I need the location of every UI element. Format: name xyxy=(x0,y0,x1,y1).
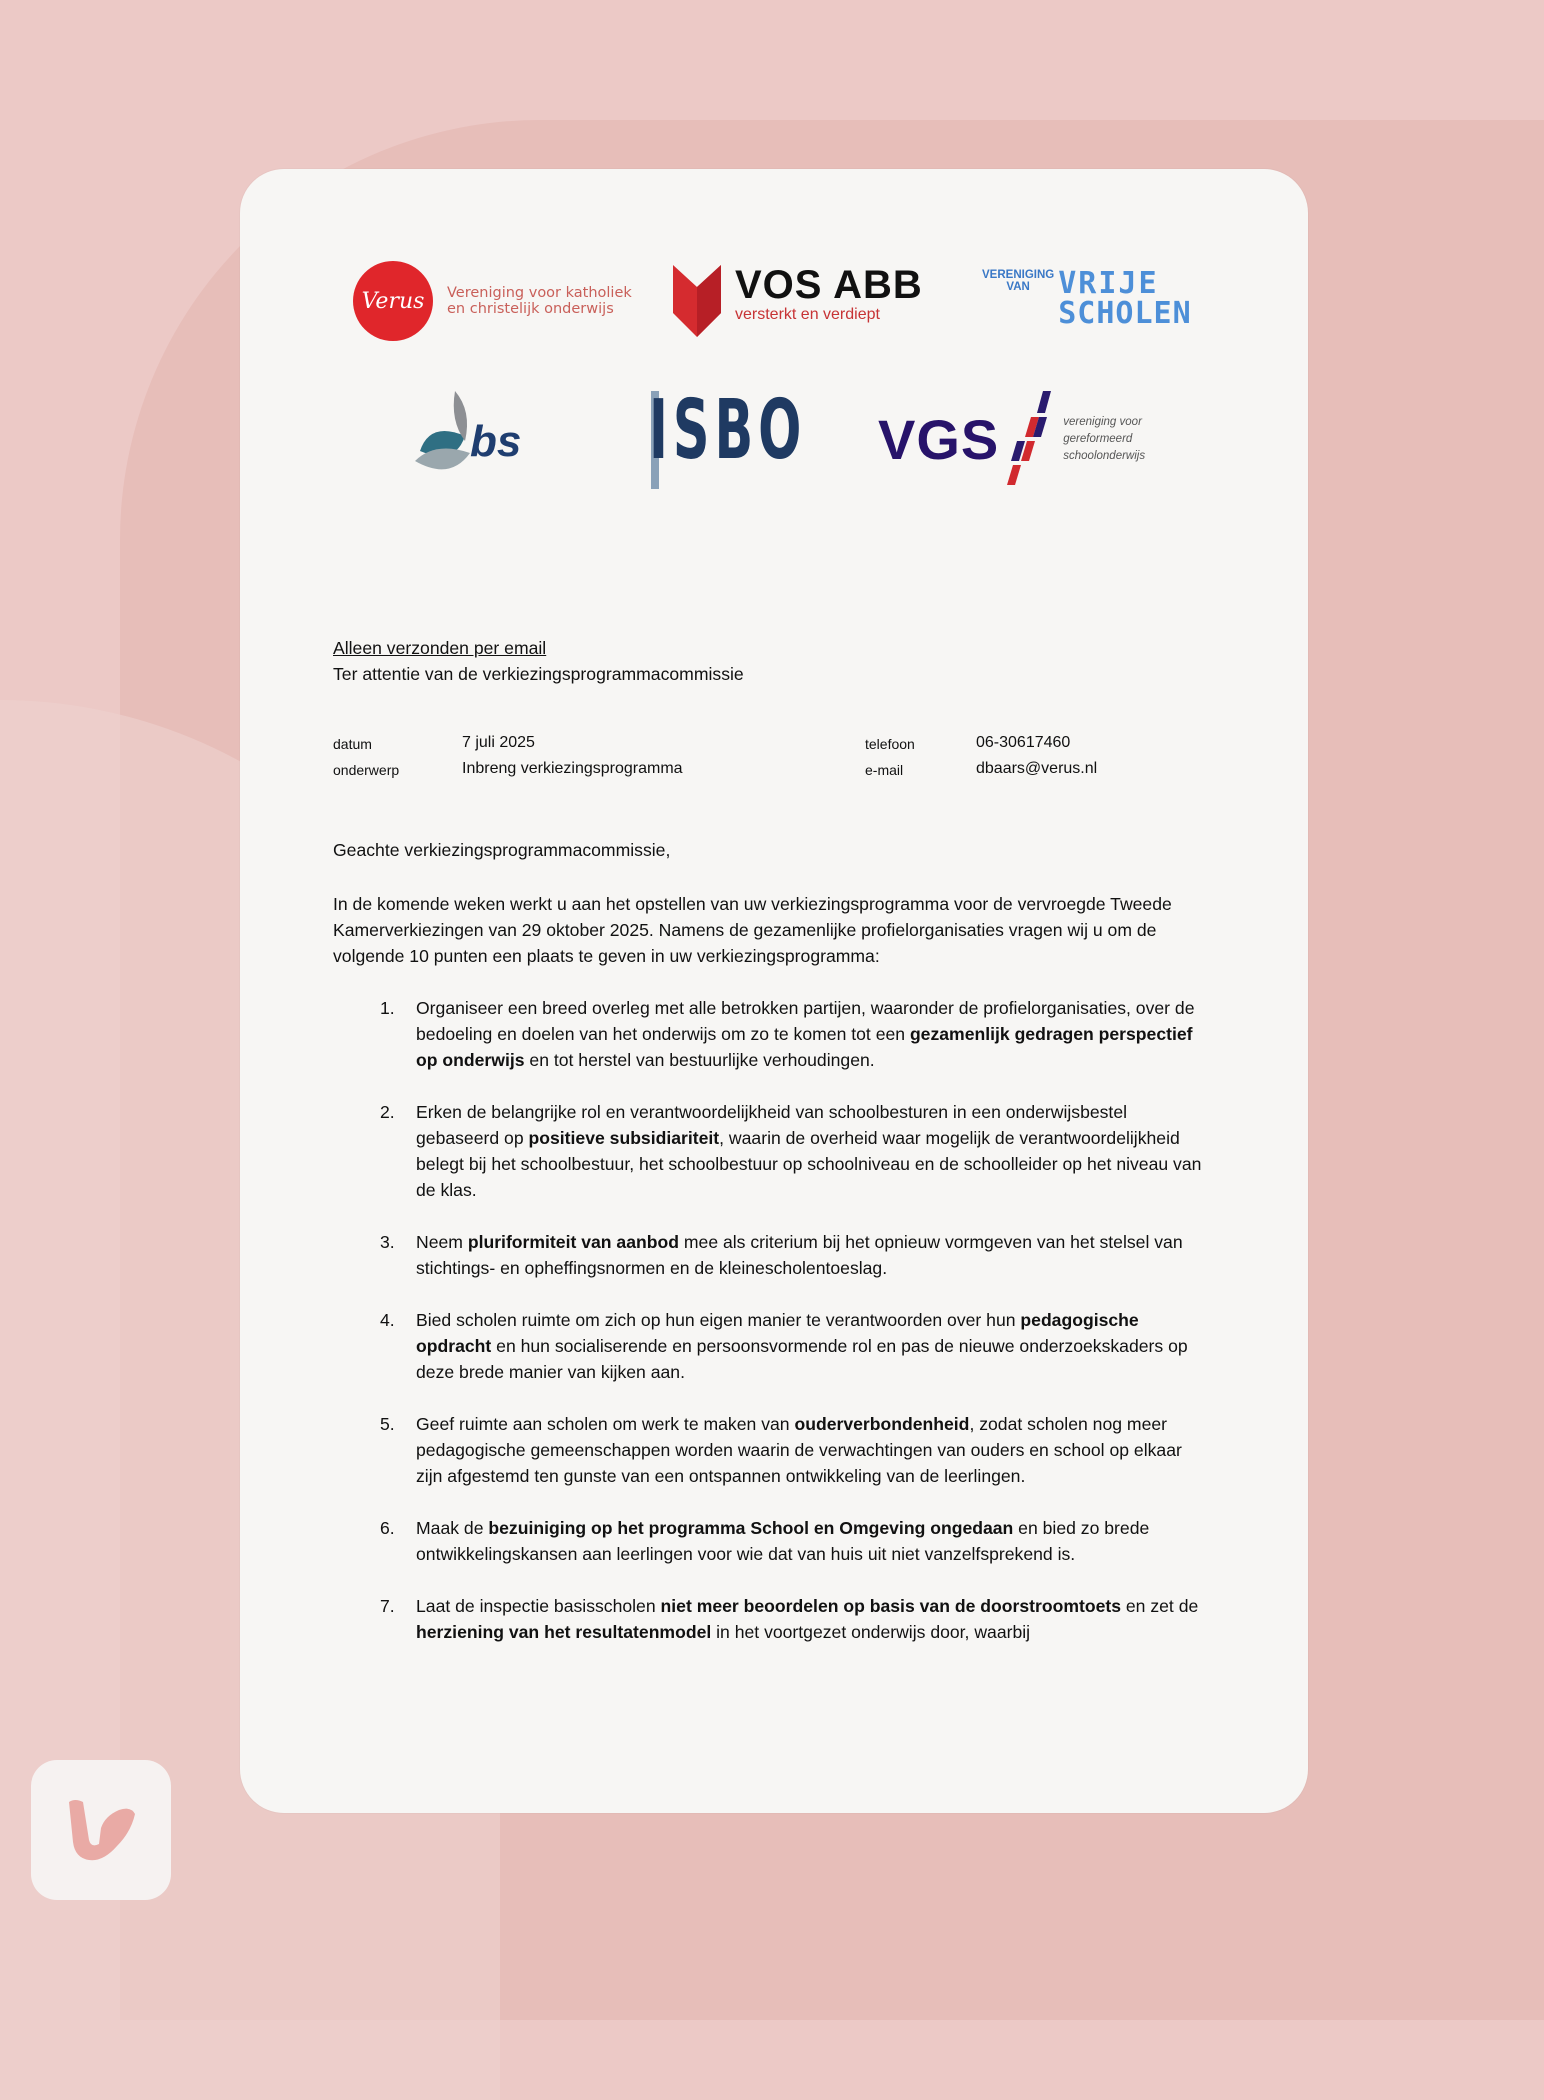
delivery-block xyxy=(333,635,744,687)
vos-abb-shield-icon xyxy=(673,265,721,337)
phone-value: 06-30617460 xyxy=(976,734,1071,751)
verus-logo-mark: Verus xyxy=(353,261,433,341)
verus-tagline: Vereniging voor katholiek en christelijk onderwijs xyxy=(447,285,632,317)
salutation: Geachte verkiezingsprogrammacommissie, xyxy=(333,840,671,860)
delivery-note: Alleen verzonden per email xyxy=(333,638,547,658)
vrije-scholen-logo xyxy=(982,266,1192,331)
vos-abb-title: VOS ABB xyxy=(735,263,923,307)
points-list xyxy=(380,995,1210,1671)
date-label: datum xyxy=(333,736,372,752)
isbo-logo: ISBO xyxy=(649,383,807,478)
list-item: 6. Maak de bezuiniging op het programma School en Omgeving ongedaan en bied zo brede ontwikkelingskansen aan leerlingen voor wie dat van huis uit niet vanzelfsprekend is. xyxy=(380,1518,1150,1564)
vgs-logo xyxy=(878,391,1145,487)
email-value: dbaars@verus.nl xyxy=(976,760,1098,777)
letter-page xyxy=(240,169,1308,1813)
email-label: e-mail xyxy=(865,762,904,778)
vrije-scholen-label: VERENIGING VAN xyxy=(982,269,1055,293)
list-item: 4. Bied scholen ruimte om zich op hun eigen manier te verantwoorden over hun pedagogische opdracht en hun socialiserende en persoonsvormende rol en pas de nieuwe onderzoekskaders op deze brede manier van kijken aan. xyxy=(380,1310,1188,1382)
vgs-wordmark: VGS xyxy=(878,407,1000,471)
app-logo-icon xyxy=(31,1760,171,1900)
list-item: 2. Erken de belangrijke rol en verantwoordelijkheid van schoolbesturen in een onderwijsbestel gebaseerd op positieve subsidiariteit, waarin de overheid waar mogelijk de verantwoordelijkheid belegt bij het schoolbestuur, het schoolbestuur op schoolniveau en de schoolleider op het niveau van de klas. xyxy=(380,1102,1202,1200)
intro-paragraph: In de komende weken werkt u aan het opstellen van uw verkiezingsprogramma voor de vervroegde Tweede Kamerverkiezingen van 29 oktober 2025. Namens de gezamenlijke profielorganisaties vragen wij u om de volgende 10 punten een plaats te geven in uw verkiezingsprogramma: xyxy=(333,894,1172,966)
vgs-tagline: vereniging voor gereformeerd schoolonderwijs xyxy=(1063,415,1146,462)
subject-label: onderwerp xyxy=(333,762,400,778)
subject-value: Inbreng verkiezingsprogramma xyxy=(462,760,683,777)
vgs-slashes-icon xyxy=(1001,391,1061,487)
list-item: 5. Geef ruimte aan scholen om werk te maken van ouderverbondenheid, zodat scholen nog meer pedagogische gemeenschappen worden waarin de verwachtingen van ouders en school op elkaar zijn afgestemd ten gunste van een ontspannen ontwikkeling van de leerlingen. xyxy=(380,1414,1182,1486)
vrije-scholen-wordmark: VRIJE SCHOLEN xyxy=(1058,266,1192,331)
verus-logo xyxy=(353,261,632,341)
list-item: 3. Neem pluriformiteit van aanbod mee als criterium bij het opnieuw vormgeven van het stelsel van stichtings- en opheffingsnormen en de kleinescholentoeslag. xyxy=(380,1232,1183,1278)
list-item: 7. Laat de inspectie basisscholen niet meer beoordelen op basis van de doorstroomtoets en zet de herziening van het resultatenmodel in het voortgezet onderwijs door, waarbij xyxy=(380,1596,1199,1642)
date-value: 7 juli 2025 xyxy=(462,734,535,751)
attention-line: Ter attentie van de verkiezingsprogrammacommissie xyxy=(333,664,744,684)
letter-meta xyxy=(333,734,1233,794)
list-item: 1. Organiseer een breed overleg met alle betrokken partijen, waaronder de profielorganisaties, over de bedoeling en doelen van het onderwijs om zo te komen tot een gezamenlijk gedragen perspectief op onderwijs en tot herstel van bestuurlijke verhoudingen. xyxy=(380,998,1195,1070)
vos-abb-logo xyxy=(673,265,923,337)
vos-abb-tagline: versterkt en verdiept xyxy=(735,306,880,323)
vbs-logo xyxy=(410,381,560,481)
vbs-wordmark: bs xyxy=(470,417,522,466)
phone-label: telefoon xyxy=(865,736,915,752)
